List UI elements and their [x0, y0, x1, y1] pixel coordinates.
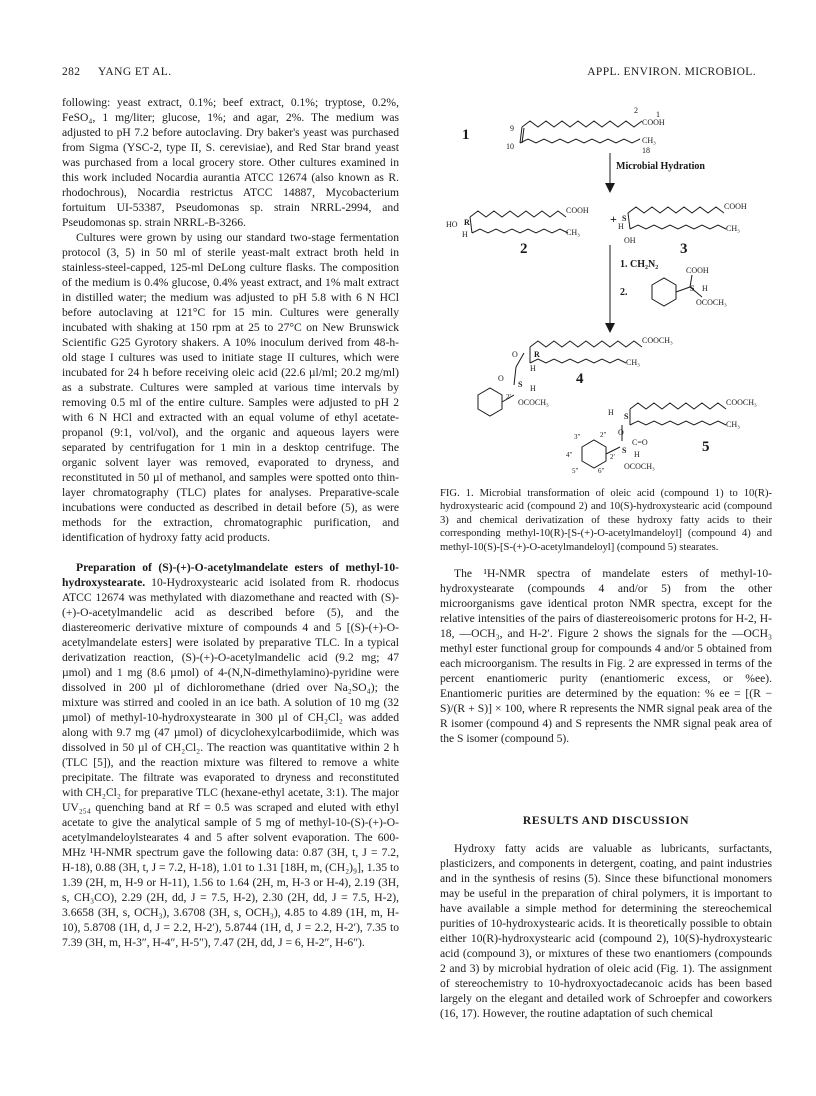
- step-label-2: 2.: [620, 287, 628, 298]
- paragraph: Cultures were grown by using our standard two-stage fermentation protocol (3, 5) in 50 ml of sterile yeast-malt extract broth held in stainless-steel-capped, 125-ml DeLong culture flasks. The composition of the medium is 0.4% glucose, 0.4% yeast extract, and 1% malt extract in distilled water; the medium was adjusted to pH 5.8 with 6 N HCl before autoclaving at 121°C for 15 min. Cultures were generally incubated with shaking at 150 rpm at 25 to 27°C on New Brunswick Scientific G25 Gyrotory shakers. A 10% inoculum derived from 48-h-old stage I cultures was used to initiate stage II cultures, which were incubated for 24 h before receiving oleic acid (22.6 µl/ml; 20.2 mg/ml) as a substrate. Cultures were sampled at various time intervals by removing 0.5 ml of the entire culture. Samples were adjusted to pH 2 with 6 N HCl and extracted with an equal volume of ethyl acetate-propanol (9:1, vol/vol), and the organic and aqueous layers were separated by centrifugation for 1 min in a desktop centrifuge. The organic solvent layer was removed, evaporated to dryness, and reconstituted in 50 µl of methanol, and samples were spotted onto thin-layer chromatography (TLC) plates for analyses. Preparative-scale incubations were conducted as described in detail before (5), as were methods for the extraction, chromatographic purification, and identification of hydroxy fatty acid products.: [62, 231, 399, 544]
- ococh3-label: OCOCH₃: [696, 298, 727, 307]
- ococh3-label: OCOCH₃: [624, 462, 655, 471]
- compound-label-3: 3: [680, 241, 688, 257]
- chain-bond: [530, 341, 642, 347]
- chain-bond: [470, 211, 566, 217]
- plus-sign: +: [610, 212, 617, 226]
- ch3-label: CH₃: [642, 136, 656, 145]
- arrow-head: [605, 183, 615, 193]
- stereo-label-s: S: [624, 412, 629, 421]
- stereo-label-s: S: [690, 284, 695, 293]
- carbon-label: 18: [642, 146, 650, 155]
- compound-label-5: 5: [702, 439, 710, 455]
- o-label: O: [498, 374, 504, 383]
- cooh-label: COOH: [724, 202, 747, 211]
- page-number: 282: [62, 66, 81, 78]
- cooh-label: COOH: [642, 118, 665, 127]
- h-label: H: [618, 222, 624, 231]
- cooh-label: COOH: [686, 266, 709, 275]
- right-column-lower: [440, 841, 772, 1021]
- paragraph-body: 10-Hydroxystearic acid isolated from R. rhodocus ATCC 12674 was methylated with diazomethane and reacted with (S)-(+)-O-acetylmandelic acid as described before (5), and the diastereomeric derivative mixture of compounds 4 and 5 [(S)-(+)-O-acetylmandelate esters] were isolated by preparative TLC. In a typical derivatization reaction, (S)-(+)-O-acetylmandelic acid (9.2 mg; 47 µmol) and 1 mg (8.6 µmol) of 4-(N,N-dimethylamino)-pyridine were dissolved in 200 µl of dichloromethane (dried over Na₂SO₄); the mixture was stirred and cooled in an ice bath. A solution of 10 mg (32 µmol) of methyl-10-hydroxystearate in 300 µl of CH₂Cl₂ was added along with 9.7 mg (47 µmol) of dicyclohexylcarbodiimide, which was dissolved in 50 µl of CH₂Cl₂. The reaction was quantitative within 2 h (TLC [5]), and the reaction mixture was filtered to remove a white precipitate. The filtrate was evaporated to dryness and reconstituted with CH₂Cl₂ for preparative TLC (hexane-ethyl acetate, 3:1). The major UV₂₅₄ quenching band at Rf = 0.5 was scraped and eluted with ethyl acetate to give the analytical sample of 5 mg of methyl-10-(S)-(+)-O-acetylmandeloylstearates 4 and 5 after solvent evaporation. The 600-MHz ¹H-NMR spectrum gave the following data: 0.87 (3H, t, J = 7.2, H-18), 0.88 (3H, t, J = 7.2, H-18), 1.01 to 1.31 [18H, m, (CH₂)₉], 1.35 to 1.39 (2H, m, H-9 or H-11), 1.56 to 1.64 (2H, m, H-3 or H-4), 2.19 (3H, s, CH₃CO), 2.29 (2H, dd, J = 7.5, H-2), 2.30 (2H, dd, J = 7.5, H-2), 3.6658 (3H, s, OCH₃), 3.6708 (3H, s, OCH₃), 4.85 to 4.89 (1H, m, H-10), 5.8708 (1H, d, J = 2.2, H-2′), 5.8744 (1H, d, J = 2.2, H-2′), 7.35 to 7.39 (3H, m, H-3″, H-4″, H-5″), 7.47 (2H, dd, J = 6, H-2″, H-6″).: [62, 576, 399, 949]
- figure-caption: FIG. 1. Microbial transformation of oleic acid (compound 1) to 10(R)-hydroxystearic acid (compound 2) and 10(S)-hydroxystearic acid (compound 3) and chemical derivatization of these hydroxy fatty acids to their corresponding methyl-10(R)-[S-(+)-O-acetylmandeloyl] (compound 4) and methyl-10(S)-[S-(+)-O-acetylmandeloyl] (compound 5) stearates.: [440, 488, 772, 553]
- ch3-label: CH₃: [626, 358, 640, 367]
- ch3-label: CH₃: [726, 224, 740, 233]
- right-column-upper: [440, 566, 772, 746]
- h-label: H: [530, 384, 536, 393]
- compound-label-2: 2: [520, 241, 528, 257]
- chain-bond: [630, 403, 726, 409]
- paragraph: [62, 560, 399, 950]
- chain-bond: [522, 121, 642, 127]
- cooh-label: COOH: [566, 206, 589, 215]
- compound-label-1: 1: [462, 127, 470, 143]
- h-label: H: [462, 230, 468, 239]
- carbon-label: 2: [634, 106, 638, 115]
- stereo-label-s: S: [622, 446, 627, 455]
- stereo-label-r: R: [464, 218, 470, 227]
- o-label: O: [618, 428, 624, 437]
- left-column: [62, 95, 399, 950]
- ring-position-label: 5″: [572, 467, 579, 475]
- running-authors: YANG ET AL.: [98, 66, 172, 78]
- cooch3-label: COOCH₃: [642, 336, 673, 345]
- ring-position-label: 3″: [574, 433, 581, 441]
- h-label: H: [530, 364, 536, 373]
- h-label: H: [702, 284, 708, 293]
- chain-bond: [520, 139, 640, 143]
- position-label: 2′: [506, 393, 512, 401]
- stereo-label-s: S: [622, 214, 627, 223]
- ococh3-label: OCOCH₃: [518, 398, 549, 407]
- stereo-label-s: S: [518, 380, 523, 389]
- step-label-hydration: Microbial Hydration: [616, 161, 705, 172]
- running-header: [62, 66, 756, 82]
- h-label: H: [634, 450, 640, 459]
- paragraph: following: yeast extract, 0.1%; beef extract, 0.1%; tryptose, 0.2%, FeSO₄, 1 mg/liter; glucose, 1%; and agar, 2%. The medium was adjusted to pH 7.2 before autoclaving. Dry baker's yeast was purchased from Sigma (YSC-2, type II, S. cerevisiae), and Red Star brand yeast was purchased from a local grocery store. Other cultures examined in this work included Nocardia aurantia ATCC 12674 (also known as R. rhodochrous), Nocardia restrictus ATCC 14887, Mycobacterium fortuitum UI-53387, Pseudomonas sp. strain NRRL-2994, and Pseudomonas sp. strain NRRL-B-3266.: [62, 96, 399, 229]
- journal-name: APPL. ENVIRON. MICROBIOL.: [587, 66, 756, 78]
- chain-bond: [530, 359, 626, 363]
- carbon-label: 10: [506, 142, 514, 151]
- ring-position-label: 2″: [600, 431, 607, 439]
- section-title: RESULTS AND DISCUSSION: [522, 814, 690, 827]
- paragraph: Hydroxy fatty acids are valuable as lubricants, surfactants, plasticizers, and components in detergent, coating, and paint industries and in the synthesis of resins (5). Since these bifunctional monomers may be useful in the preparation of chiral polymers, it is important to have available a simple method for determining the stereochemical purities of 10-hydroxystearic acids. It is theoretically possible to obtain either 10(R)-hydroxystearic acid (compound 2), 10(S)-hydroxystearic acid (compound 3), or mixtures of these two enantiomers (compounds 2 and 3) by microbial hydration of oleic acid (Fig. 1). The assignment of stereochemistry to 10-hydroxyoctadecanoic acids has been based largely on the elegant and detailed work of Schroepfer and coworkers (16, 17). However, the routine adaptation of such chemical: [440, 842, 772, 1020]
- chain-bond: [630, 225, 726, 229]
- compound-label-4: 4: [576, 371, 584, 387]
- ch3-label: CH₃: [566, 228, 580, 237]
- ring-position-label: 4″: [566, 451, 573, 459]
- carbon-label: 9: [510, 124, 514, 133]
- o-label: O: [512, 350, 518, 359]
- ring-position-label: 6″: [598, 467, 605, 475]
- stereo-label-r: R: [534, 350, 540, 359]
- paragraph: The ¹H-NMR spectra of mandelate esters of methyl-10-hydroxystearate (compounds 4 and/or 5) from the other microorganisms gave identical proton NMR spectra, except for the relative intensities of the pairs of diastereoisomeric protons for H-2, H-18, —OCH₃, and H-2′. Figure 2 shows the signals for the —OCH₃ methyl ester functional group for compounds 4 and/or 5 obtained from each microorganism. The results in Fig. 2 are expressed in terms of the percent enantiomeric purity (enantiomeric excess, or %ee). Enantiomeric purities are determined by the equation: % ee = [(R − S)/(R + S)] × 100, where R represents the NMR signal peak area of the R isomer (compound 4) and S represents the NMR signal peak area of the S isomer (compound 5).: [440, 567, 772, 745]
- position-label: 2′: [610, 453, 616, 461]
- ho-label: HO: [446, 220, 458, 229]
- chain-bond: [628, 207, 724, 213]
- chain-bond: [472, 229, 568, 233]
- ch3-label: CH₃: [726, 420, 740, 429]
- h-label: H: [608, 408, 614, 417]
- chain-bond: [630, 421, 726, 425]
- paragraph-heading: Preparation of (S)-(+)-O-acetylmandelate esters of methyl-10-hydroxystearate.: [62, 561, 399, 589]
- step-label-1: 1. CH₂N₂: [620, 259, 659, 270]
- oh-label: OH: [624, 236, 636, 245]
- arrow-head: [605, 323, 615, 333]
- reaction-scheme-figure: [440, 95, 772, 475]
- c-eq-o-label: C=O: [632, 438, 648, 447]
- cooch3-label: COOCH₃: [726, 398, 757, 407]
- carbon-label: 1: [656, 110, 660, 119]
